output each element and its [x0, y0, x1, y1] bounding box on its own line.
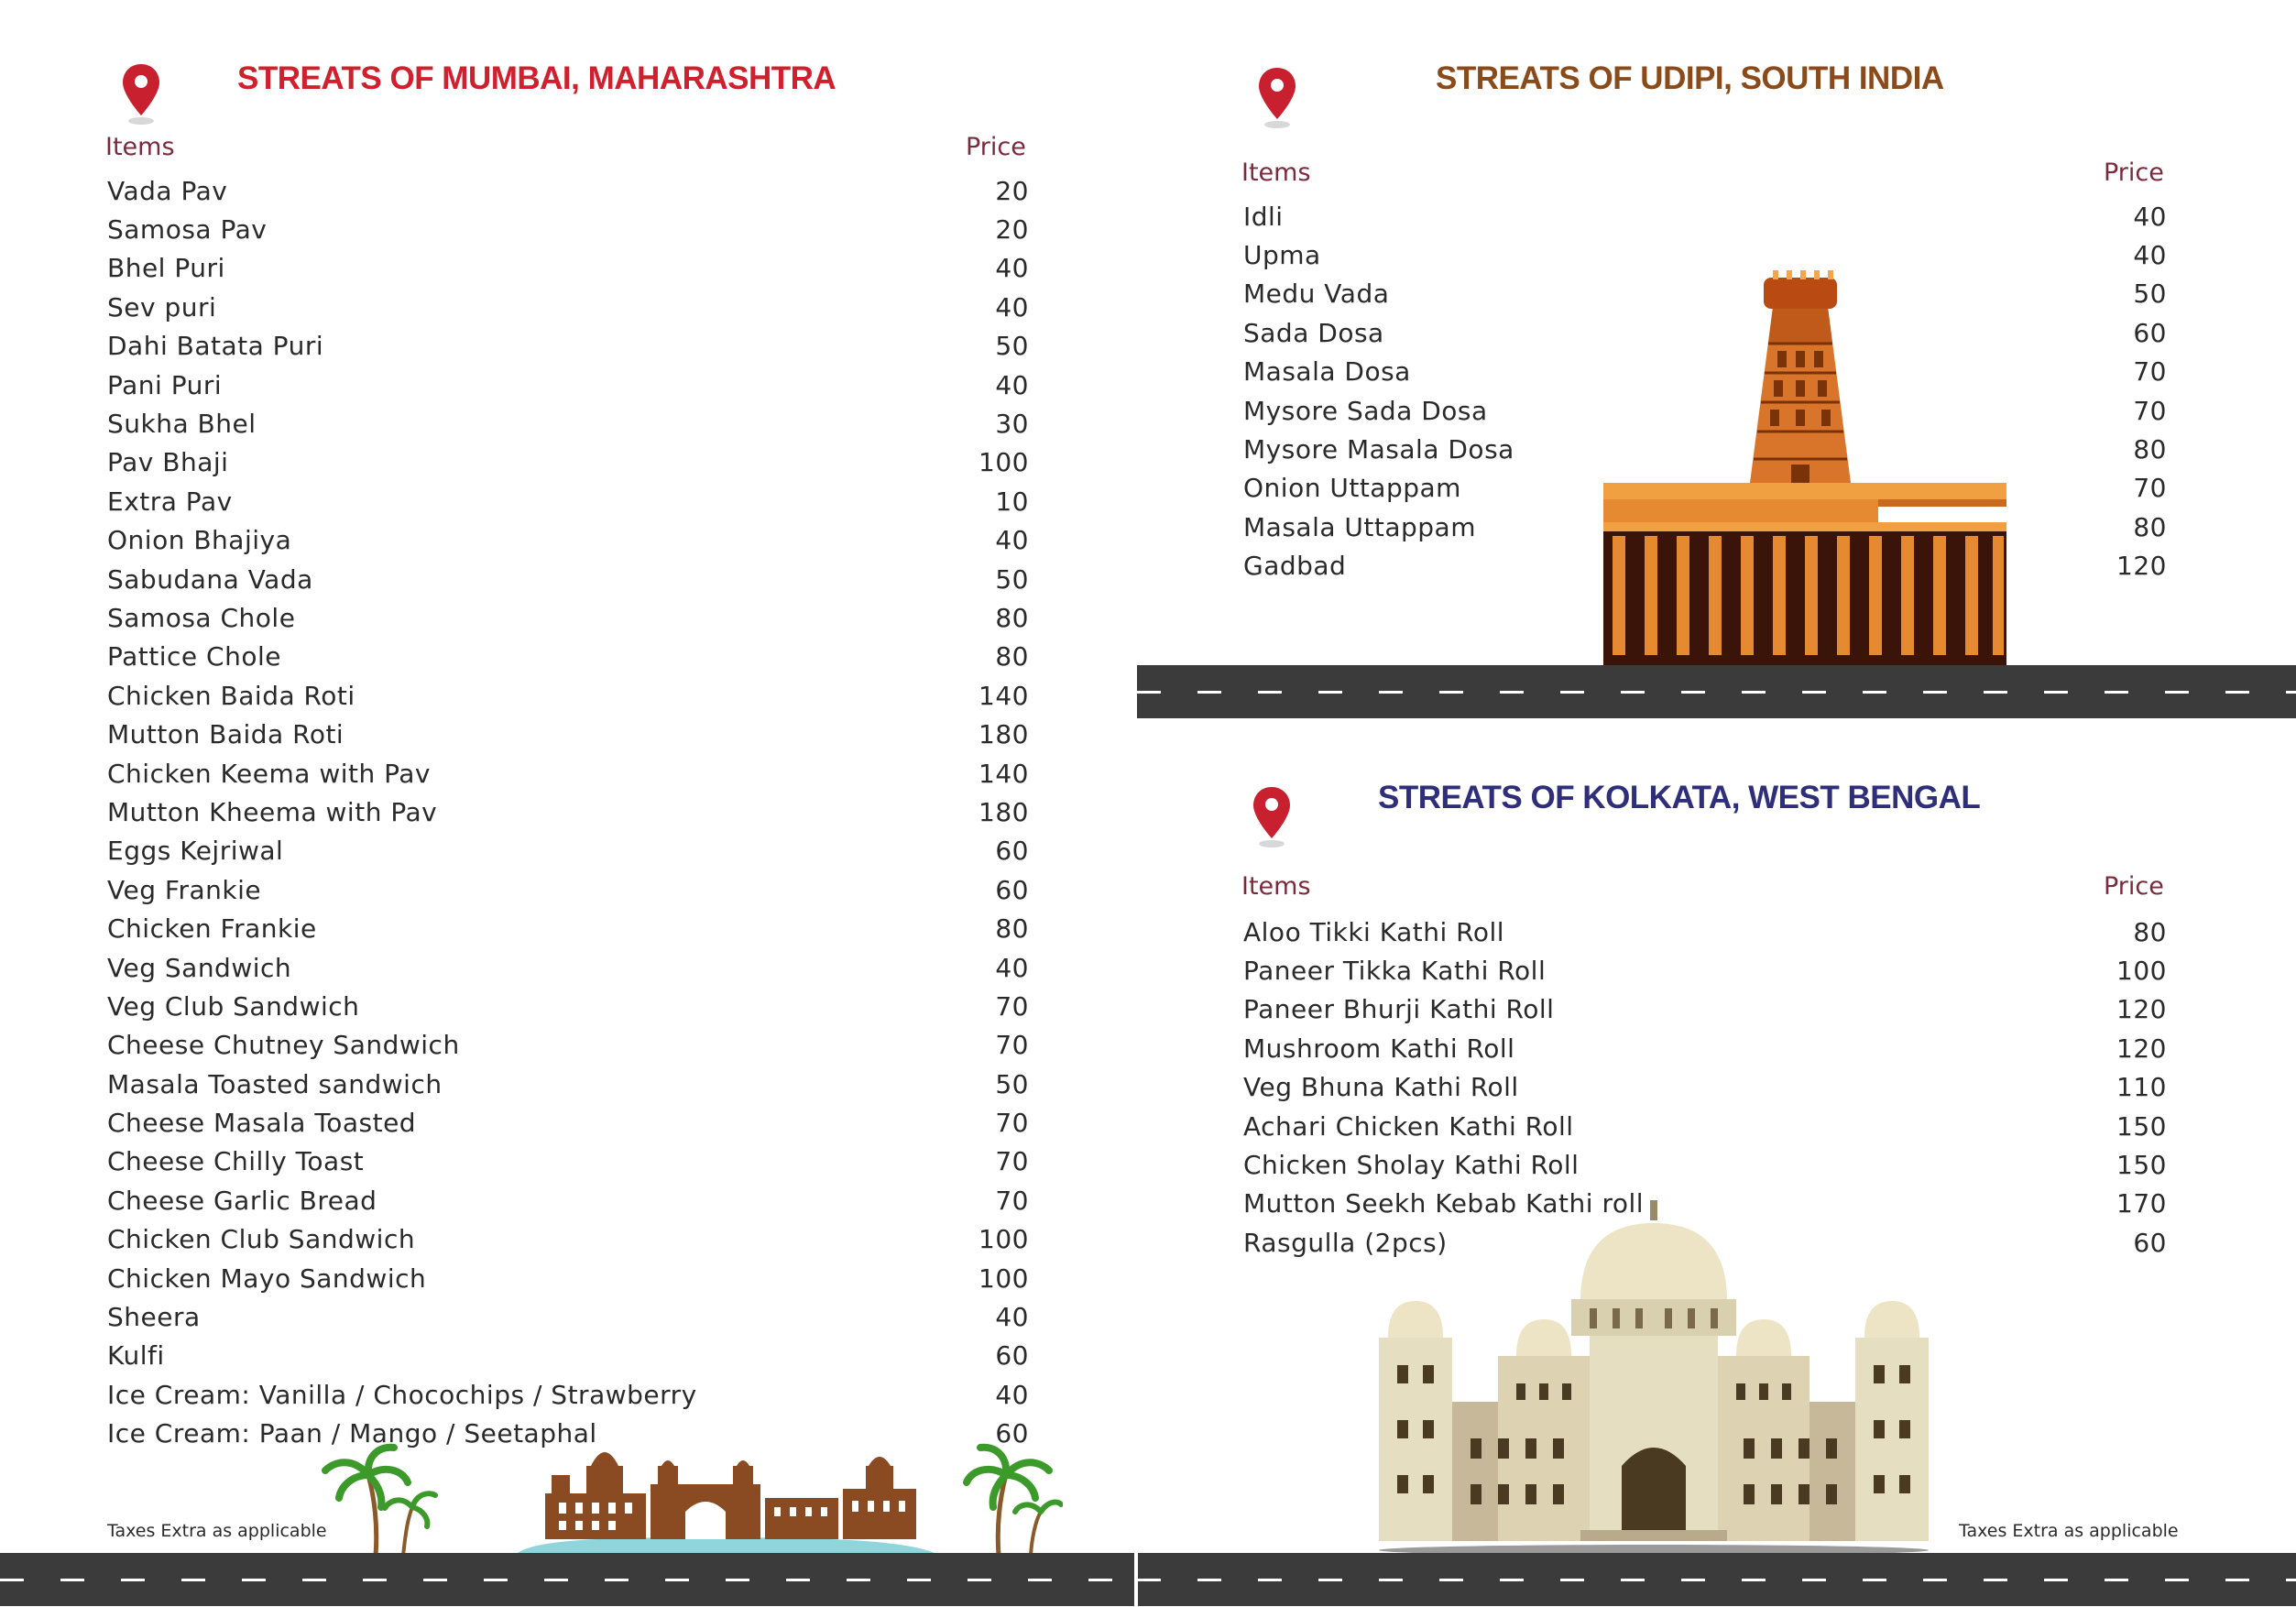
menu-item-price: 40: [2133, 240, 2167, 271]
menu-item: [107, 1337, 1029, 1375]
menu-item-price: 60: [995, 874, 1029, 905]
menu-item-name: Upma: [1243, 240, 1321, 271]
menu-item-price: 50: [995, 1068, 1029, 1099]
map-pin-icon: [1251, 785, 1293, 849]
menu-item-price: 180: [979, 719, 1029, 750]
menu-item: [107, 482, 1029, 520]
menu-item-price: 110: [2116, 1072, 2167, 1103]
menu-item-price: 60: [995, 1418, 1029, 1449]
menu-item-name: Sabudana Vada: [107, 563, 313, 595]
menu-item-name: Achari Chicken Kathi Roll: [1243, 1110, 1574, 1142]
menu-item-name: Cheese Garlic Bread: [107, 1185, 377, 1216]
menu-item-name: Cheese Chutney Sandwich: [107, 1030, 460, 1061]
menu-item: [107, 366, 1029, 404]
menu-item: [107, 1103, 1029, 1142]
menu-item: [1243, 235, 2167, 274]
menu-item-price: 70: [995, 1108, 1029, 1139]
menu-item-price: 40: [995, 1302, 1029, 1333]
menu-item-price: 20: [995, 214, 1029, 246]
menu-item-name: Veg Club Sandwich: [107, 990, 360, 1022]
menu-item-price: 80: [995, 602, 1029, 633]
menu-item-name: Mutton Seekh Kebab Kathi roll: [1243, 1188, 1645, 1219]
menu-item-price: 70: [995, 990, 1029, 1022]
menu-item-name: Extra Pav: [107, 486, 233, 517]
menu-item-name: Aloo Tikki Kathi Roll: [1243, 916, 1505, 947]
menu-item: [107, 171, 1029, 210]
mumbai-title: STREATS OF MUMBAI, MAHARASHTRA: [237, 60, 836, 96]
menu-item-name: Veg Sandwich: [107, 952, 292, 983]
menu-item-name: Chicken Frankie: [107, 913, 317, 945]
menu-item-name: Pav Bhaji: [107, 447, 229, 478]
udipi-price-header: Price: [2104, 159, 2164, 187]
menu-item: [1243, 951, 2167, 989]
menu-item: [107, 1220, 1029, 1259]
menu-item-name: Kulfi: [107, 1340, 165, 1372]
menu-item-price: 40: [2133, 201, 2167, 232]
mumbai-menu-list: [107, 171, 1029, 1453]
menu-item-name: Cheese Masala Toasted: [107, 1108, 417, 1139]
menu-item-name: Cheese Chilly Toast: [107, 1146, 365, 1177]
menu-item-price: 80: [2133, 511, 2167, 542]
menu-item-price: 80: [2133, 434, 2167, 465]
menu-item: [107, 1142, 1029, 1181]
menu-item: [107, 948, 1029, 987]
menu-item-price: 100: [979, 447, 1029, 478]
menu-item-name: Mutton Kheema with Pav: [107, 796, 438, 827]
menu-item-price: 100: [979, 1263, 1029, 1294]
menu-item: [107, 327, 1029, 366]
menu-item-name: Paneer Bhurji Kathi Roll: [1243, 994, 1555, 1025]
road-divider: [0, 1553, 1137, 1606]
menu-item-name: Samosa Chole: [107, 602, 296, 633]
menu-item-name: Chicken Baida Roti: [107, 680, 355, 711]
menu-item-price: 70: [2133, 473, 2167, 504]
menu-item: [107, 832, 1029, 870]
menu-item-price: 70: [2133, 356, 2167, 388]
menu-item-name: Sukha Bhel: [107, 409, 257, 440]
menu-item-price: 60: [2133, 1227, 2167, 1258]
mumbai-price-header: Price: [966, 133, 1026, 161]
menu-item: [107, 443, 1029, 482]
menu-item-price: 70: [995, 1185, 1029, 1216]
menu-item-price: 70: [2133, 395, 2167, 426]
kolkata-items-header: Items: [1241, 872, 1311, 901]
menu-item: [107, 521, 1029, 560]
menu-item-name: Mutton Baida Roti: [107, 719, 344, 750]
menu-item-price: 30: [995, 409, 1029, 440]
menu-item-name: Idli: [1243, 201, 1284, 232]
menu-item-price: 70: [995, 1030, 1029, 1061]
menu-item: [107, 754, 1029, 793]
menu-item-name: Chicken Club Sandwich: [107, 1224, 416, 1255]
menu-item-name: Veg Frankie: [107, 874, 262, 905]
menu-item-name: Samosa Pav: [107, 214, 268, 246]
menu-item: [107, 1026, 1029, 1065]
menu-item: [1243, 313, 2167, 352]
menu-item: [1243, 1145, 2167, 1184]
menu-item: [1243, 913, 2167, 951]
mumbai-tax-note: Taxes Extra as applicable: [107, 1521, 327, 1541]
menu-item-price: 120: [2116, 551, 2167, 582]
kolkata-price-header: Price: [2104, 872, 2164, 901]
menu-item: [107, 249, 1029, 288]
menu-item-price: 60: [995, 836, 1029, 867]
menu-item-name: Medu Vada: [1243, 279, 1390, 310]
menu-item-price: 40: [995, 253, 1029, 284]
menu-item-name: Sheera: [107, 1302, 201, 1333]
menu-item-price: 80: [995, 641, 1029, 672]
menu-item-name: Paneer Tikka Kathi Roll: [1243, 956, 1547, 987]
menu-item-name: Masala Toasted sandwich: [107, 1068, 443, 1099]
map-pin-icon: [120, 62, 162, 126]
menu-item-name: Ice Cream: Paan / Mango / Seetaphal: [107, 1418, 597, 1449]
menu-item-name: Onion Bhajiya: [107, 525, 292, 556]
udipi-menu-list: [1243, 197, 2167, 585]
map-pin-icon: [1256, 66, 1298, 130]
menu-item: [107, 870, 1029, 909]
kolkata-title: STREATS OF KOLKATA, WEST BENGAL: [1378, 780, 1981, 815]
menu-item: [107, 793, 1029, 831]
menu-item: [1243, 547, 2167, 585]
menu-item: [107, 638, 1029, 676]
menu-item-price: 170: [2116, 1188, 2167, 1219]
palm-tree-icon: [967, 1448, 1061, 1556]
menu-item-name: Sada Dosa: [1243, 317, 1384, 348]
menu-item-price: 60: [995, 1340, 1029, 1372]
menu-item-price: 40: [995, 952, 1029, 983]
menu-item-price: 40: [995, 291, 1029, 322]
menu-item-price: 10: [995, 486, 1029, 517]
menu-item-price: 40: [995, 1379, 1029, 1410]
menu-item: [1243, 391, 2167, 430]
menu-item-name: Masala Dosa: [1243, 356, 1411, 388]
palm-tree-icon: [325, 1448, 435, 1556]
menu-item-price: 100: [2116, 956, 2167, 987]
menu-item-name: Ice Cream: Vanilla / Chocochips / Strawberry: [107, 1379, 697, 1410]
kolkata-tax-note: Taxes Extra as applicable: [1959, 1521, 2179, 1541]
udipi-items-header: Items: [1241, 159, 1311, 187]
menu-item-price: 50: [995, 563, 1029, 595]
menu-item-price: 120: [2116, 994, 2167, 1025]
menu-item-price: 80: [2133, 916, 2167, 947]
menu-item-price: 50: [2133, 279, 2167, 310]
mumbai-items-header: Items: [105, 133, 175, 161]
menu-item-name: Mysore Sada Dosa: [1243, 395, 1488, 426]
menu-item: [1243, 508, 2167, 546]
menu-item-price: 150: [2116, 1110, 2167, 1142]
road-divider: [1137, 665, 2296, 718]
menu-item-price: 150: [2116, 1150, 2167, 1181]
menu-item-price: 20: [995, 175, 1029, 206]
menu-item: [1243, 1029, 2167, 1067]
menu-item: [107, 598, 1029, 637]
menu-item: [1243, 275, 2167, 313]
menu-item-name: Pattice Chole: [107, 641, 281, 672]
menu-item-name: Veg Bhuna Kathi Roll: [1243, 1072, 1519, 1103]
menu-item: [107, 909, 1029, 947]
menu-item-name: Chicken Keema with Pav: [107, 758, 431, 789]
menu-item: [107, 1065, 1029, 1103]
menu-item-price: 50: [995, 331, 1029, 362]
menu-item-price: 80: [995, 913, 1029, 945]
menu-item-price: 120: [2116, 1033, 2167, 1064]
menu-item: [107, 987, 1029, 1025]
menu-item: [1243, 430, 2167, 468]
menu-item: [107, 404, 1029, 443]
menu-item-name: Masala Uttappam: [1243, 511, 1476, 542]
menu-item-price: 70: [995, 1146, 1029, 1177]
menu-item: [107, 1375, 1029, 1414]
menu-item-price: 180: [979, 796, 1029, 827]
menu-item-price: 40: [995, 525, 1029, 556]
menu-item-name: Chicken Mayo Sandwich: [107, 1263, 427, 1294]
menu-item: [1243, 469, 2167, 508]
menu-item-price: 60: [2133, 317, 2167, 348]
menu-item: [107, 210, 1029, 248]
menu-item: [107, 1259, 1029, 1297]
menu-item-price: 140: [979, 758, 1029, 789]
menu-item-name: Gadbad: [1243, 551, 1347, 582]
menu-item: [1243, 990, 2167, 1029]
menu-item-name: Pani Puri: [107, 369, 223, 400]
road-divider: [1137, 1553, 2296, 1606]
menu-item-price: 140: [979, 680, 1029, 711]
menu-item-price: 100: [979, 1224, 1029, 1255]
menu-item: [107, 560, 1029, 598]
menu-item: [107, 1181, 1029, 1219]
menu-item-name: Mysore Masala Dosa: [1243, 434, 1514, 465]
menu-item: [1243, 1107, 2167, 1145]
menu-item-name: Sev puri: [107, 291, 217, 322]
menu-item: [107, 676, 1029, 715]
menu-item-name: Rasgulla (2pcs): [1243, 1227, 1448, 1258]
menu-item-price: 40: [995, 369, 1029, 400]
menu-item: [1243, 197, 2167, 235]
menu-item: [107, 715, 1029, 753]
menu-item: [107, 288, 1029, 326]
page-gutter: [1134, 1548, 1138, 1607]
kolkata-memorial-illustration: [1370, 1200, 1938, 1554]
menu-item-name: Bhel Puri: [107, 253, 225, 284]
menu-item-name: Onion Uttappam: [1243, 473, 1461, 504]
menu-item-name: Vada Pav: [107, 175, 228, 206]
menu-item-name: Chicken Sholay Kathi Roll: [1243, 1150, 1580, 1181]
menu-item-name: Dahi Batata Puri: [107, 331, 324, 362]
menu-item: [107, 1297, 1029, 1336]
menu-item-name: Mushroom Kathi Roll: [1243, 1033, 1515, 1064]
menu-item: [1243, 1068, 2167, 1107]
udipi-title: STREATS OF UDIPI, SOUTH INDIA: [1436, 60, 1944, 96]
mumbai-skyline-illustration: [312, 1429, 1063, 1558]
menu-item-name: Eggs Kejriwal: [107, 836, 284, 867]
menu-item: [1243, 353, 2167, 391]
